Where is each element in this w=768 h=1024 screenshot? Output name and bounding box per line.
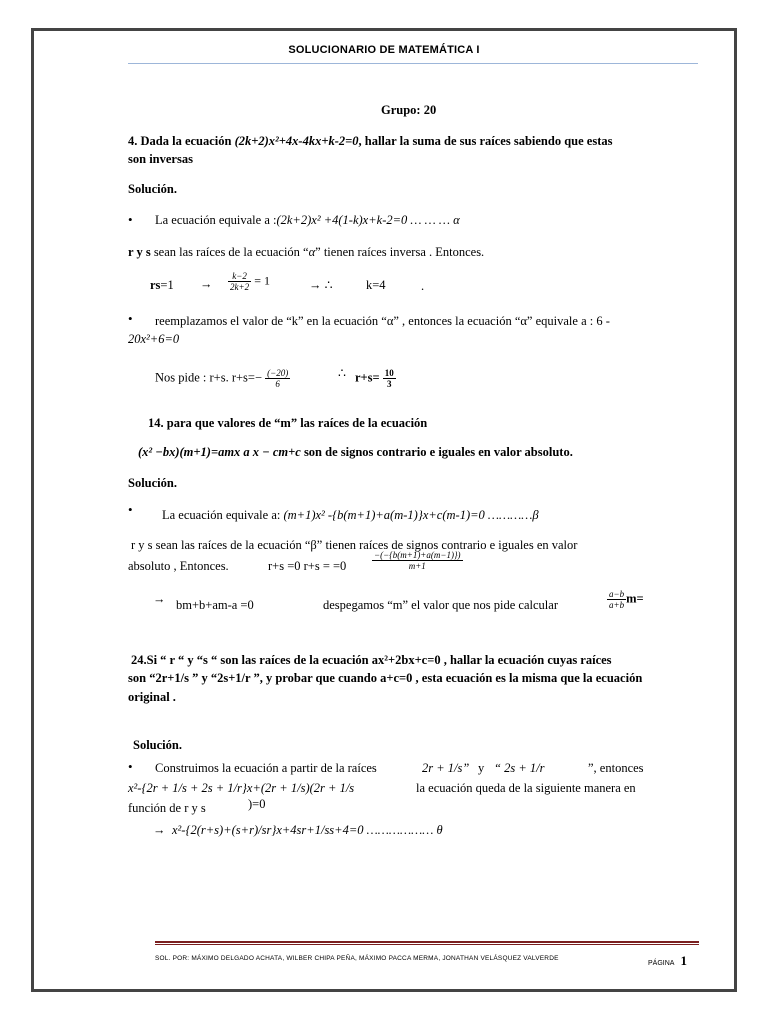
problem-4-line-1: 4. Dada la ecuación (2k+2)x²+4x-4kx+k-2=0, hallar la suma de sus raíces sabiendo que estas	[128, 134, 613, 148]
bullet-icon: •	[128, 759, 133, 774]
bullet-icon: •	[128, 311, 133, 326]
p24-y: y	[478, 761, 485, 775]
arrow-right-icon: →	[153, 823, 166, 837]
p24-final-equation: x²-{2(r+s)+(s+r)/sr}x+4sr+1/ss+4=0 ……………… θ	[172, 823, 443, 837]
p24-funcion-line: función de r y s	[128, 801, 206, 815]
p4-rs-line: rs=1	[150, 278, 174, 292]
page-header-title: SOLUCIONARIO DE MATEMÁTICA I	[288, 44, 480, 56]
p14-rys-line-2: absoluto , Entonces.	[128, 559, 229, 573]
p4-fraction-1: $\frac{k-2}{2k+2}$ = 1	[230, 271, 270, 292]
footer-authors: SOL. POR: MÁXIMO DELGADO ACHATA, WILBER CHIPA PEÑA, MÁXIMO PACCA MERMA, JONATHAN VELÁSQUEZ VALVERDE	[155, 955, 559, 962]
solution-24-heading: Solución.	[133, 738, 182, 752]
p4-therefore-2: ∴	[338, 366, 346, 380]
p4-bullet-1: La ecuación equivale a :(2k+2)x² +4(1-k)x+k-2=0 … … … α	[155, 213, 460, 227]
p4-dot: .	[421, 279, 425, 293]
page-number: PÁGINA 1	[648, 953, 687, 968]
p24-bullet-1-end: ”, entonces	[588, 761, 644, 775]
arrow-right-icon: →	[200, 277, 213, 291]
problem-14-line-1: 14. para que valores de “m” las raíces de la ecuación	[148, 416, 428, 430]
group-label: Grupo: 20	[381, 103, 437, 117]
p24-equation-close: )=0	[248, 797, 266, 811]
problem-4-line-2: son inversas	[128, 152, 193, 166]
p14-line-3-b: despegamos “m” el valor que nos pide calcular	[323, 598, 558, 612]
problem-24-line-3: original .	[128, 690, 176, 704]
p14-line-3-a: bm+b+am-a =0	[176, 598, 254, 612]
p4-rys-line: r y s sean las raíces de la ecuación “α” tienen raíces inversa . Entonces.	[128, 245, 485, 259]
p14-rys-line-2-eq: r+s =0 r+s = =0	[268, 559, 347, 573]
p24-equation-line-b: la ecuación queda de la siguiente manera en	[416, 781, 636, 795]
solution-4-heading: Solución.	[128, 182, 177, 196]
p14-fraction: $\frac{-(-\{b(m+1)+a(m-1)\})}{m+1}$	[374, 550, 461, 571]
footer-rule	[155, 941, 699, 943]
header-rule	[128, 63, 698, 64]
arrow-right-icon: →	[153, 592, 166, 606]
problem-24-line-2: son “2r+1/s ” y “2s+1/r ”, y probar que cuando a+c=0 , esta ecuación es la misma que la ecuación	[128, 671, 643, 685]
bullet-icon: •	[128, 212, 133, 227]
p4-sum-result: r+s= $\frac{10}{3}$	[355, 368, 394, 389]
p4-bullet-2: reemplazamos el valor de “k” en la ecuación “α” , entonces la ecuación “α” equivale a : 6 -	[155, 314, 610, 328]
p4-therefore: → ∴	[309, 278, 333, 292]
p24-equation-line: x²-{2r + 1/s + 2s + 1/r}x+(2r + 1/s)(2r + 1/s	[128, 781, 355, 795]
p14-bullet-1: La ecuación equivale a: (m+1)x² -{b(m+1)+a(m-1)}x+c(m-1)=0 …………β	[162, 508, 539, 522]
p14-result: $\frac{a-b}{a+b}$ m=	[609, 589, 644, 610]
p4-bullet-2-line-2: 20x²+6=0	[128, 332, 180, 346]
bullet-icon: •	[128, 502, 133, 517]
p24-root-2: “ 2s + 1/r	[494, 761, 545, 775]
p14-rys-line-1: r y s sean las raíces de la ecuación “β” tienen raíces de signos contrario e iguales en valor	[131, 538, 578, 552]
p4-nos-pide: Nos pide : r+s. r+s=− $\frac{(-20)}{6}$	[155, 368, 289, 389]
problem-14-line-2: (x² −bx)(m+1)=amx a x − cm+c son de signos contrario e iguales en valor absoluto.	[138, 445, 573, 459]
p4-k-value: k=4	[366, 278, 386, 292]
p24-root-1: 2r + 1/s”	[422, 761, 470, 775]
solution-14-heading: Solución.	[128, 476, 177, 490]
problem-24-line-1: 24.Si “ r “ y “s “ son las raíces de la ecuación ax²+2bx+c=0 , hallar la ecuación cuyas raíces	[131, 653, 612, 667]
p24-bullet-1: Construimos la ecuación a partir de la raíces	[155, 761, 377, 775]
footer-rule-thin	[155, 944, 699, 945]
